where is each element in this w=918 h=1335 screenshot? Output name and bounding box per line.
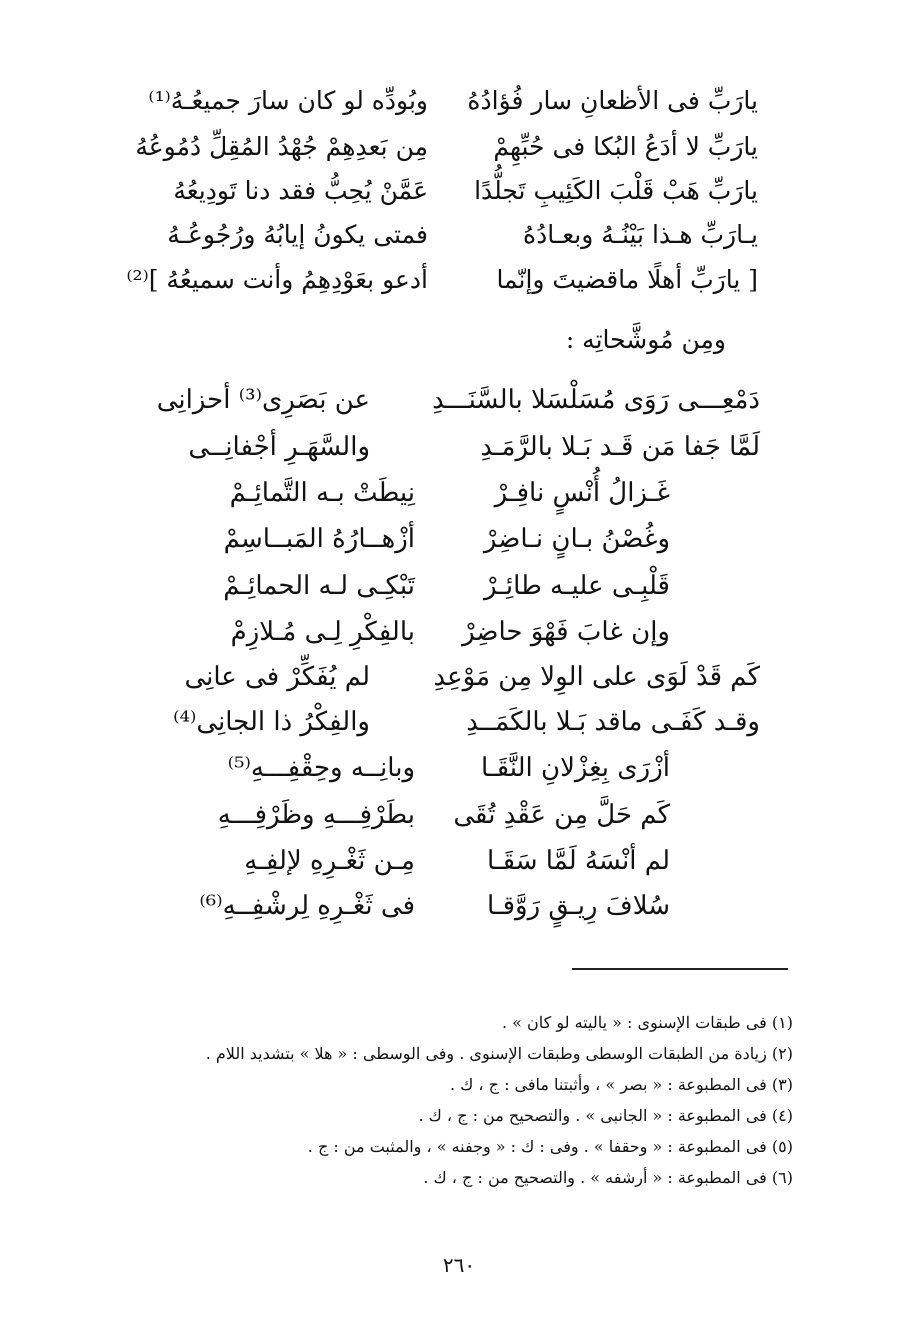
footnote: (١) فى طبقات الإسنوى : « ياليته لو كان » . — [502, 1013, 793, 1032]
muwashshah-segment: وقـد كَفَـى ماقد بَـلا بالكَمَــدِ — [466, 707, 760, 737]
muwashshah-segment: غَـزالُ أُنْسٍ نافِـرْ — [494, 478, 670, 508]
verse-hemistich-second: عَمَّنْ يُحِبُّ فقد دنا تَودِيعُهُ — [173, 176, 428, 205]
muwashshah-segment: مِـن ثَغْـرِهِ لإلفِـهِ — [244, 846, 415, 876]
muwashshah-line — [105, 385, 760, 415]
section-heading: ومِن مُوشَّحاتِه : — [565, 325, 726, 354]
verse-hemistich-first: [ يارَبِّ أهلًا ماقضيتَ وإنّما — [496, 265, 758, 294]
muwashshah-line — [105, 432, 760, 462]
muwashshah-segment: فى ثَغْـرِهِ لِرشْفِــهِ⁽⁶⁾ — [199, 891, 415, 921]
muwashshah-segment: تَبْكِـى لـه الحمائِـمْ — [223, 571, 415, 601]
muwashshah-line — [170, 753, 670, 783]
verse-hemistich-second: أدعو بعَوْدِهِمُ وأنت سميعُهُ ]⁽²⁾ — [126, 265, 428, 294]
muwashshah-segment: نِيطَتْ بـه التَّمائِـمْ — [229, 478, 415, 508]
muwashshah-segment: لم يُفَكِّرْ فى عانِى — [184, 662, 370, 692]
muwashshah-segment: وبانِــه وحِقْفِـــهِ⁽⁵⁾ — [227, 753, 415, 783]
muwashshah-segment: لم أنْسَهُ لَمَّا سَقَـا — [487, 846, 670, 876]
muwashshah-segment: سُلافَ رِيـقٍ رَوَّقـا — [487, 891, 670, 921]
muwashshah-segment: بالفِكْرِ لِـى مُـلازِمْ — [230, 617, 415, 647]
muwashshah-segment: عن بَصَرِى⁽³⁾ أحزانِى — [156, 385, 370, 415]
verse-hemistich-first: يـارَبِّ هـذا بَيْنُـهُ وبعـادُهُ — [523, 220, 758, 249]
muwashshah-line — [170, 478, 670, 508]
footnote: (٦) فى المطبوعة : « أرشفه » . والتصحيح من : ج ، ك . — [423, 1168, 793, 1187]
verse-hemistich-second: وبُودِّه لو كان سارَ جميعُـهُ⁽¹⁾ — [148, 86, 428, 115]
footnote: (٣) فى المطبوعة : « بصر » ، وأثبتنا مافى : ج ، ك . — [449, 1075, 793, 1094]
muwashshah-line — [170, 891, 670, 921]
footnote: (٥) فى المطبوعة : « وحقفا » . وفى : ك : « وجفنه » ، والمثبت من : ج . — [307, 1137, 793, 1156]
verse-line — [108, 86, 758, 115]
verse-hemistich-first: يارَبِّ فى الأظعانِ سار فُؤادُهُ — [467, 86, 758, 115]
muwashshah-segment: والسَّهَـرِ أجْفانِــى — [188, 432, 370, 462]
verse-hemistich-first: يارَبِّ لا أدَعُ البُكا فى حُبِّهِمْ — [493, 132, 758, 161]
muwashshah-line — [105, 707, 760, 737]
verse-line — [108, 132, 758, 161]
muwashshah-line — [170, 617, 670, 647]
verse-hemistich-second: مِن بَعدِهِمْ جُهْدُ المُقِلِّ دُمُوعُهُ — [135, 132, 428, 161]
muwashshah-segment: بطَرْفِـــهِ وظَرْفِـــهِ — [217, 800, 415, 830]
muwashshah-segment: دَمْعِـــى رَوَى مُسَلْسَلا بالسَّنَـــدِ — [432, 385, 760, 415]
page-number: ٢٦٠ — [442, 1253, 476, 1277]
muwashshah-segment: قَلْبِـى عليـه طائِـرْ — [483, 571, 670, 601]
verse-line — [108, 176, 758, 205]
footnote: (٤) فى المطبوعة : « الجانبى » . والتصحيح من : ج ، ك . — [418, 1106, 793, 1125]
verse-hemistich-first: يارَبِّ هَبْ قَلْبَ الكَئِيبِ تَجلُّدًا — [474, 176, 758, 205]
muwashshah-line — [170, 800, 670, 830]
muwashshah-segment: أزْرَى بِغِزْلانِ النَّقَـا — [481, 753, 670, 783]
verse-line — [108, 265, 758, 294]
muwashshah-segment: وإن غابَ فَهْوَ حاضِرْ — [462, 617, 670, 647]
muwashshah-segment: كَم قَدْ لَوَى على الوِلا مِن مَوْعِدِ — [433, 662, 760, 692]
muwashshah-line — [170, 846, 670, 876]
muwashshah-line — [170, 524, 670, 554]
muwashshah-segment: وغُصْنُ بـانٍ نـاضِرْ — [483, 524, 670, 554]
muwashshah-line — [105, 662, 760, 692]
muwashshah-segment: كَم حَلَّ مِن عَقْدِ تُقَى — [453, 800, 670, 830]
muwashshah-segment: أزْهــارُهُ المَبــاسِمْ — [223, 524, 415, 554]
muwashshah-segment: لَمَّا جَفا مَن قَـد بَـلا بالرَّمَـدِ — [480, 432, 760, 462]
footnote: (٢) زيادة من الطبقات الوسطى وطبقات الإسنوى . وفى الوسطى : « هلا » بتشديد اللام . — [205, 1044, 793, 1063]
verse-line — [108, 220, 758, 249]
verse-hemistich-second: فمتى يكونُ إيابُهُ ورُجُوعُـهُ — [167, 220, 428, 249]
muwashshah-line — [170, 571, 670, 601]
footnote-separator — [572, 968, 788, 970]
muwashshah-segment: والفِكْرُ ذا الجانِى⁽⁴⁾ — [173, 707, 370, 737]
